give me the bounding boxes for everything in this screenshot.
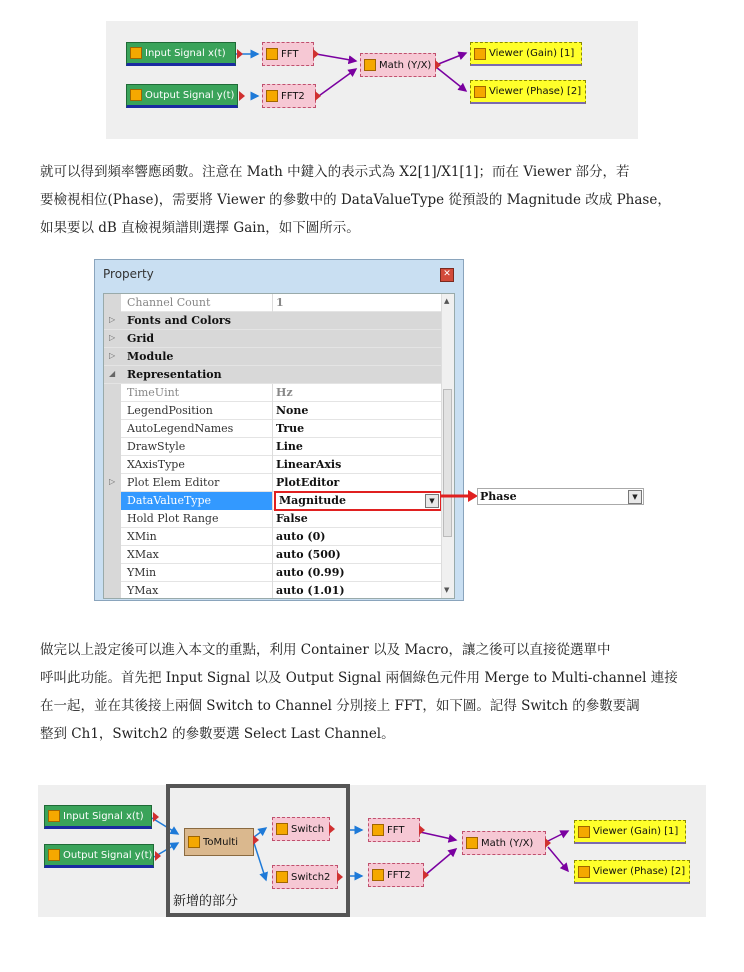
module-icon [474, 48, 486, 60]
property-row[interactable]: XMax auto (500) [104, 546, 442, 564]
diagram-container-setup [38, 785, 706, 917]
input-signal-node[interactable]: Input Signal x(t) [44, 805, 152, 829]
property-panel [94, 259, 464, 601]
paragraph-line: 呼叫此功能。首先把 Input Signal 以及 Output Signal 兩個綠色元件用 Merge to Multi-channel 連接 [40, 670, 678, 686]
viewer-gain-node[interactable]: Viewer (Gain) [1] [470, 42, 582, 66]
output-signal-node[interactable]: Output Signal y(t) [44, 844, 154, 868]
paragraph-line: 要檢視相位(Phase)，需要將 Viewer 的參數中的 DataValueType 從預設的 Magnitude 改成 Phase， [40, 192, 671, 208]
viewer-phase-node[interactable]: Viewer (Phase) [2] [470, 80, 586, 104]
paragraph-container-macro [40, 636, 708, 748]
property-category[interactable]: ◢ Representation [104, 366, 442, 384]
tomulti-node[interactable]: ToMulti [184, 828, 254, 856]
math-node[interactable]: Math (Y/X) [360, 53, 436, 77]
expand-icon[interactable]: ▷ [109, 315, 116, 324]
module-icon [578, 866, 590, 878]
output-port [545, 838, 551, 848]
vertical-scrollbar[interactable] [441, 294, 454, 598]
paragraph-line: 在一起，並在其後接上兩個 Switch to Channel 分別接上 FFT，如下圖。記得 Switch 的參數要調 [40, 698, 640, 714]
viewer-gain-node[interactable]: Viewer (Gain) [1] [574, 820, 686, 844]
property-category[interactable]: ▷ Fonts and Colors [104, 312, 442, 330]
paragraph-line: 如果要以 dB 直檢視頻譜則選擇 Gain，如下圖所示。 [40, 220, 360, 236]
property-row[interactable]: YMax auto (1.01) [104, 582, 442, 599]
fft-node[interactable]: FFT [368, 818, 420, 842]
property-category[interactable]: ▷ Module [104, 348, 442, 366]
module-icon [48, 849, 60, 861]
paragraph-line: 做完以上設定後可以進入本文的重點，利用 Container 以及 Macro，讓之後可以直接從選單中 [40, 642, 611, 658]
output-port [153, 812, 159, 822]
switch2-node[interactable]: Switch2 [272, 865, 338, 889]
output-port [239, 91, 245, 101]
close-icon[interactable]: ✕ [440, 268, 454, 282]
property-category[interactable]: ▷ Grid [104, 330, 442, 348]
property-row-selected[interactable]: DataValueType Magnitude ▼ [104, 492, 442, 510]
property-row[interactable]: Channel Count 1 [104, 294, 442, 312]
module-icon [372, 824, 384, 836]
output-port [419, 825, 425, 835]
property-grid [103, 293, 455, 599]
module-icon [130, 47, 142, 59]
scroll-down-icon[interactable]: ▼ [444, 586, 450, 594]
input-signal-node[interactable]: Input Signal x(t) [126, 42, 236, 66]
module-icon [130, 89, 142, 101]
property-panel-title: Property [103, 267, 154, 281]
fft2-node[interactable]: FFT2 [262, 84, 316, 108]
property-row[interactable]: LegendPosition None [104, 402, 442, 420]
scrollbar-thumb[interactable] [443, 389, 452, 537]
switch-node[interactable]: Switch [272, 817, 330, 841]
paragraph-line: 就可以得到頻率響應函數。注意在 Math 中鍵入的表示式為 X2[1]/X1[1]；而在 Viewer 部分，若 [40, 164, 630, 180]
module-icon [578, 826, 590, 838]
output-port [315, 91, 321, 101]
output-port [237, 49, 243, 59]
diagram-frequency-response [106, 21, 638, 139]
paragraph-frequency-response [40, 158, 708, 242]
module-icon [266, 48, 278, 60]
collapse-icon[interactable]: ◢ [109, 369, 116, 378]
property-row[interactable]: DrawStyle Line [104, 438, 442, 456]
module-icon [364, 59, 376, 71]
fft-node[interactable]: FFT [262, 42, 314, 66]
output-port [423, 870, 429, 880]
output-port [313, 49, 319, 59]
module-icon [474, 86, 486, 98]
property-row[interactable]: ▷ Plot Elem Editor PlotEditor [104, 474, 442, 492]
viewer-phase-node[interactable]: Viewer (Phase) [2] [574, 860, 690, 884]
property-row[interactable]: Hold Plot Range False [104, 510, 442, 528]
expand-icon[interactable]: ▷ [109, 333, 116, 342]
output-signal-node[interactable]: Output Signal y(t) [126, 84, 238, 108]
property-row[interactable]: TimeUint Hz [104, 384, 442, 402]
property-row[interactable]: XAxisType LinearAxis [104, 456, 442, 474]
datavaluetype-dropdown[interactable]: Magnitude ▼ [274, 491, 442, 511]
paragraph-line: 整到 Ch1，Switch2 的參數要選 Select Last Channel。 [40, 726, 395, 742]
fft2-node[interactable]: FFT2 [368, 863, 424, 887]
phase-dropdown[interactable] [477, 488, 644, 505]
output-port [435, 60, 441, 70]
expand-icon[interactable]: ▷ [109, 351, 116, 360]
property-row[interactable]: AutoLegendNames True [104, 420, 442, 438]
module-icon [466, 837, 478, 849]
dropdown-arrow-icon[interactable]: ▼ [628, 490, 642, 504]
property-row[interactable]: YMin auto (0.99) [104, 564, 442, 582]
phase-value: Phase [480, 490, 517, 503]
scroll-up-icon[interactable]: ▲ [444, 297, 450, 305]
dropdown-arrow-icon[interactable]: ▼ [425, 494, 439, 508]
math-node[interactable]: Math (Y/X) [462, 831, 546, 855]
module-icon [266, 90, 278, 102]
property-row[interactable]: XMin auto (0) [104, 528, 442, 546]
module-icon [372, 869, 384, 881]
module-icon [48, 810, 60, 822]
red-arrow [440, 488, 480, 504]
new-part-caption: 新增的部分 [173, 894, 239, 909]
expand-icon[interactable]: ▷ [109, 477, 116, 486]
output-port [155, 851, 161, 861]
